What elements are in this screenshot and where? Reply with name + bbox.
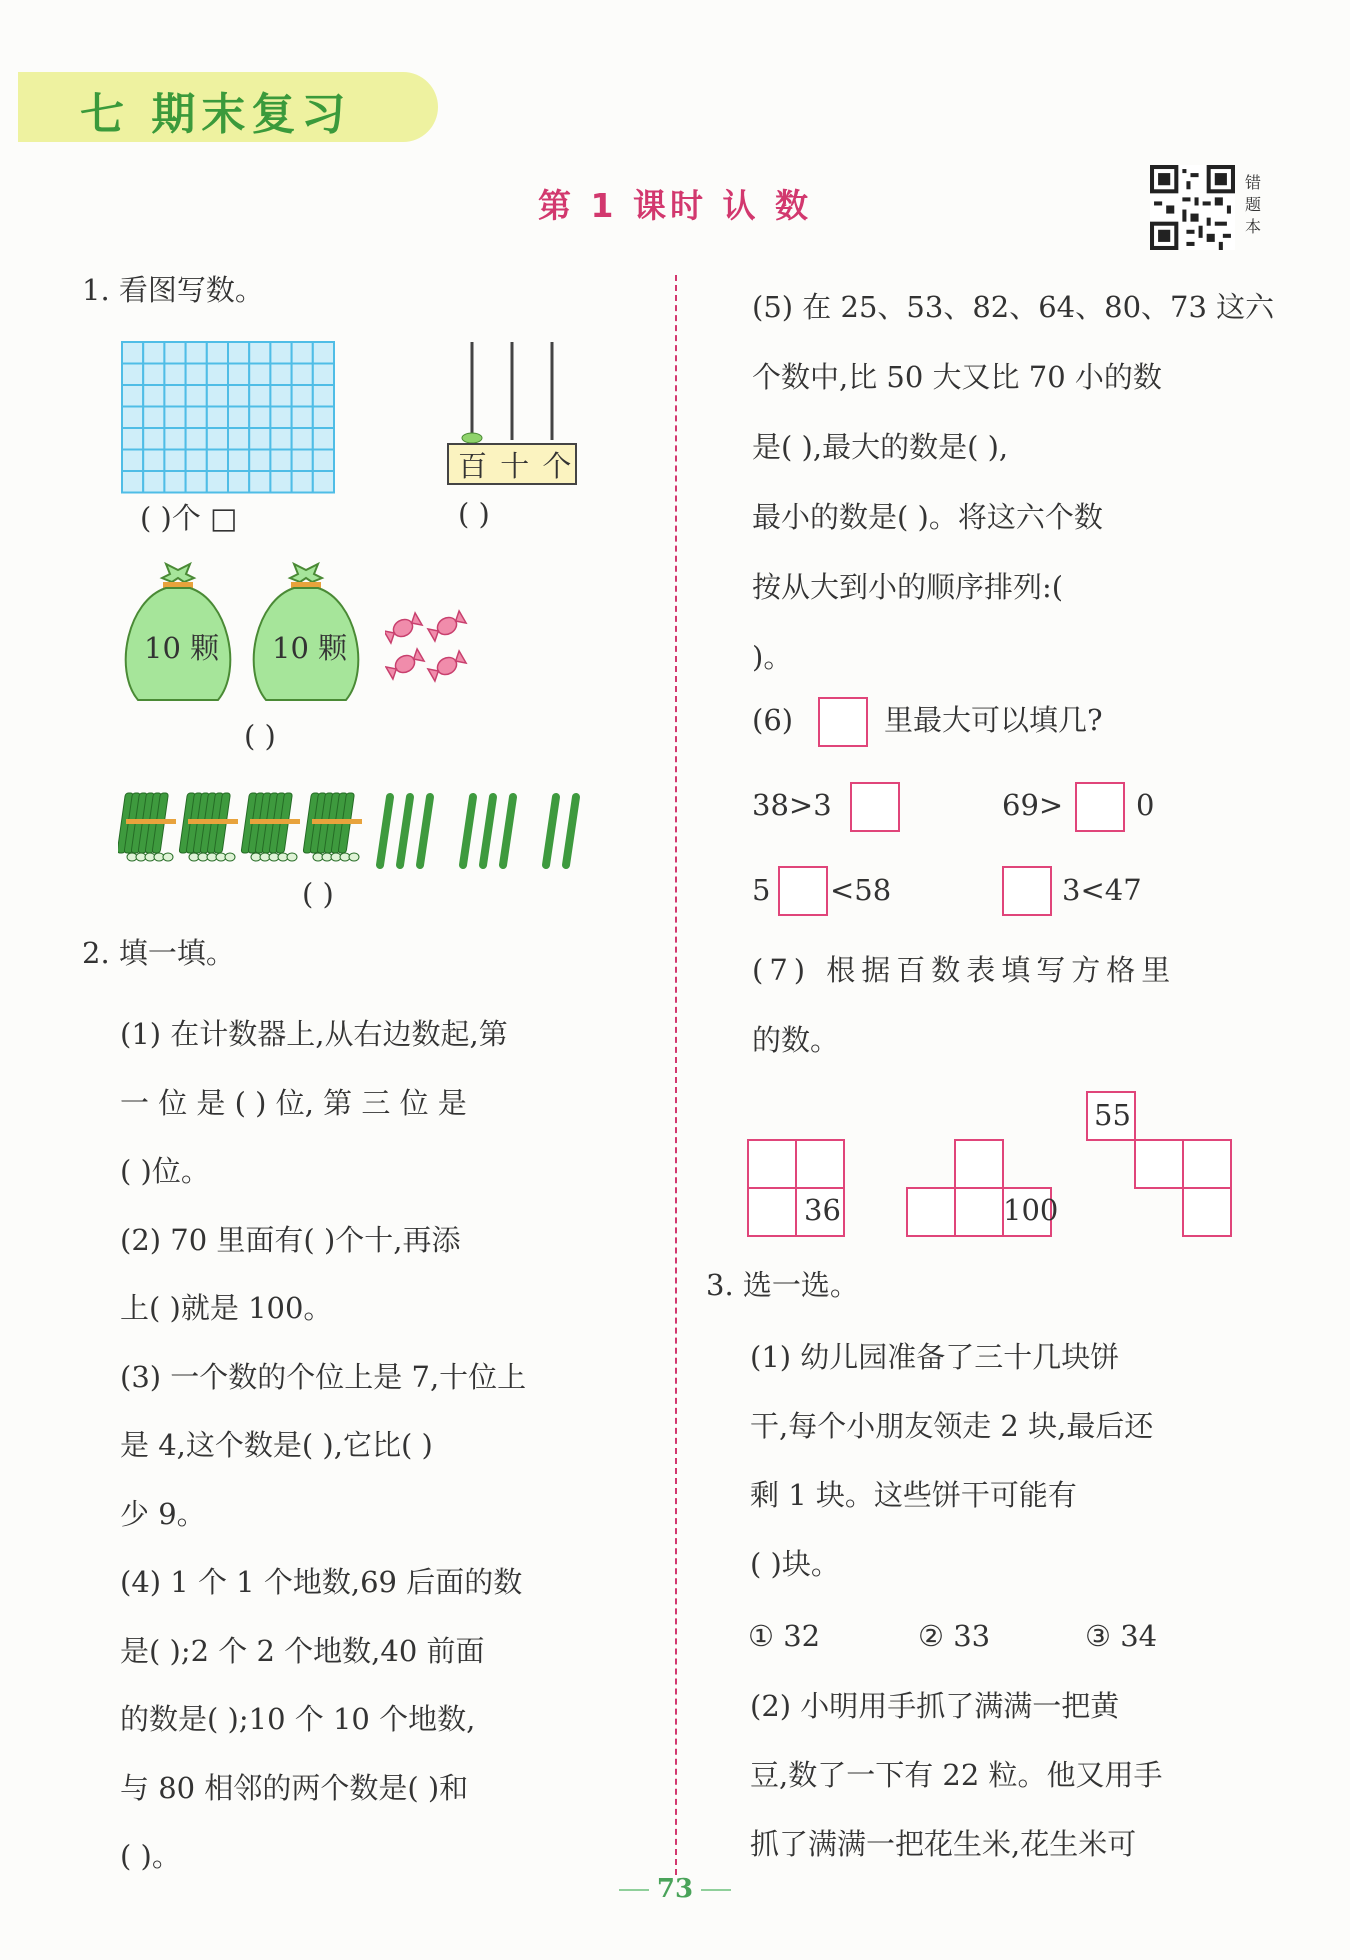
- candy-icon: [385, 648, 424, 680]
- stick-icon: [400, 797, 410, 865]
- grid-cell: [228, 407, 249, 429]
- section2-line: (2) 70 里面有( )个十,再添: [120, 1222, 461, 1257]
- candy-icon: [385, 612, 423, 644]
- section2-line: 是 4,这个数是( ),它比( ): [120, 1428, 433, 1462]
- grid-cell: [249, 428, 270, 450]
- grid-cell: [122, 471, 143, 493]
- grid-cell: [186, 342, 207, 364]
- abacus-label: 百 十 个: [458, 449, 574, 483]
- grid-cell: [292, 428, 313, 450]
- grid-cell: [228, 385, 249, 407]
- grid-cell: [292, 407, 313, 429]
- stick-bundle-icon: [118, 793, 176, 861]
- section2-line: 上( )就是 100。: [120, 1291, 333, 1325]
- qr-code-icon[interactable]: [1150, 165, 1235, 250]
- grid-cell: [122, 342, 143, 364]
- grid-cell: [122, 407, 143, 429]
- grid-cell: [270, 407, 291, 429]
- q3-1-line: ( )块。: [750, 1547, 840, 1581]
- grid-cell: [122, 450, 143, 472]
- section2-line: 少 9。: [120, 1496, 206, 1531]
- grid-cell: [207, 428, 228, 450]
- grid-cell: [164, 450, 185, 472]
- q5-line: 按从大到小的顺序排列:(: [752, 570, 1064, 604]
- stick-bundles: [118, 775, 608, 875]
- grid-cell: [249, 450, 270, 472]
- grid-cell: [228, 450, 249, 472]
- section2-line: (4) 1 个 1 个地数,69 后面的数: [120, 1565, 523, 1599]
- stick-bundle-icon: [179, 793, 238, 861]
- grid-caption: ( )个 □: [140, 501, 238, 535]
- grid-cell: [270, 428, 291, 450]
- q6-title: 里最大可以填几?: [884, 703, 1103, 737]
- section3-title: 3. 选一选。: [706, 1268, 859, 1302]
- section2-body: [120, 1000, 526, 1891]
- grid-cell: [186, 407, 207, 429]
- grid-cell: [249, 342, 270, 364]
- stick-icon: [420, 797, 430, 865]
- grid-cell: [186, 428, 207, 450]
- q7-number: 36: [804, 1193, 841, 1227]
- page-number: 73: [656, 1874, 694, 1904]
- grid-cell: [207, 471, 228, 493]
- grid-cell: [313, 364, 334, 386]
- q3-1-line: 干,每个小朋友领走 2 块,最后还: [750, 1409, 1154, 1443]
- section2-line: 与 80 相邻的两个数是( )和: [120, 1770, 469, 1805]
- stick-icon: [566, 797, 576, 865]
- section2-line: (1) 在计数器上,从右边数起,第: [120, 1017, 508, 1051]
- q3-2-line: 抓了满满一把花生米,花生米可: [750, 1827, 1137, 1861]
- grid-cell: [313, 428, 334, 450]
- q3-2-block: [750, 1672, 1163, 1879]
- grid-cell: [186, 450, 207, 472]
- stick-icon: [503, 797, 513, 865]
- grid-cell: [313, 471, 334, 493]
- stick-bundle-icon: [303, 793, 362, 861]
- grid-cell: [249, 407, 270, 429]
- grid-cell: [164, 342, 185, 364]
- q6-item-text: 69>: [1002, 788, 1064, 822]
- qr-label: 错题本: [1244, 173, 1261, 236]
- grid-cell: [270, 471, 291, 493]
- grid-cell: [228, 364, 249, 386]
- q5-line: 是( ),最大的数是( ),: [752, 430, 1009, 464]
- q7-number: 100: [1003, 1193, 1059, 1227]
- q6-item-text: 3<47: [1062, 873, 1142, 907]
- q7-block: [752, 935, 1176, 1075]
- stick-icon: [483, 797, 493, 865]
- grid-cell: [143, 407, 164, 429]
- grid-cell: [313, 385, 334, 407]
- q3-1-line: (1) 幼儿园准备了三十几块饼: [750, 1340, 1120, 1374]
- grid-cell: [122, 364, 143, 386]
- q7-number: 55: [1094, 1098, 1131, 1132]
- q5-line: (5) 在 25、53、82、64、80、73 这六: [752, 290, 1275, 324]
- grid-cell: [122, 428, 143, 450]
- grid-cell: [228, 471, 249, 493]
- option-1[interactable]: ① 32: [748, 1619, 821, 1653]
- q6-item-box[interactable]: [778, 866, 828, 916]
- stick-icon: [380, 797, 390, 865]
- section2-line: ( )。: [120, 1839, 181, 1873]
- q5-block: [752, 272, 1274, 692]
- grid-cell: [270, 385, 291, 407]
- section2-title: 2. 填一填。: [82, 936, 235, 970]
- grid-cell: [186, 471, 207, 493]
- grid-cell: [313, 450, 334, 472]
- stick-icon: [463, 797, 473, 865]
- grid-cell: [270, 450, 291, 472]
- stick-bundle-icon: [241, 793, 300, 861]
- page-footer: [0, 1874, 1350, 1904]
- lesson-title: 第 1 课时 认 数: [538, 186, 812, 225]
- q6-item-box[interactable]: [850, 782, 900, 832]
- q6-item-box[interactable]: [1075, 782, 1125, 832]
- q7-line: (7) 根据百数表填写方格里: [752, 953, 1177, 987]
- q6-answer-box[interactable]: [818, 697, 868, 747]
- grid-cell: [143, 342, 164, 364]
- q3-2-line: (2) 小明用手抓了满满一把黄: [750, 1689, 1120, 1723]
- grid-cell: [292, 342, 313, 364]
- grid-cell: [186, 385, 207, 407]
- column-divider: [675, 275, 677, 1875]
- grid-cell: [122, 385, 143, 407]
- grid-cell: [228, 342, 249, 364]
- grid-cell: [270, 342, 291, 364]
- grid-cell: [249, 471, 270, 493]
- sticks-caption: ( ): [302, 877, 334, 911]
- grid-cell: [164, 428, 185, 450]
- grid-cell: [143, 450, 164, 472]
- grid-cell: [164, 364, 185, 386]
- section2-line: 是( );2 个 2 个地数,40 前面: [120, 1633, 485, 1668]
- section2-line: (3) 一个数的个位上是 7,十位上: [120, 1359, 527, 1394]
- grid-cell: [164, 407, 185, 429]
- section2-line: ( )位。: [120, 1154, 210, 1188]
- loose-candies: [385, 608, 475, 688]
- grid-cell: [249, 364, 270, 386]
- grid-cell: [292, 364, 313, 386]
- q6-item-box[interactable]: [1002, 866, 1052, 916]
- q3-2-line: 豆,数了一下有 22 粒。他又用手: [750, 1758, 1163, 1792]
- grid-cell: [313, 407, 334, 429]
- grid-cell: [164, 385, 185, 407]
- option-2[interactable]: ② 33: [918, 1619, 991, 1653]
- grid-cell: [143, 471, 164, 493]
- section2-line: 的数是( );10 个 10 个地数,: [120, 1702, 476, 1736]
- grid-cell: [292, 471, 313, 493]
- grid-cell: [143, 428, 164, 450]
- section1-title: 1. 看图写数。: [82, 273, 264, 307]
- q5-line: 最小的数是( )。将这六个数: [752, 500, 1103, 534]
- q3-1-block: [750, 1323, 1153, 1599]
- abacus-caption: ( ): [458, 497, 490, 531]
- q6-item-text: 38>3: [752, 788, 832, 822]
- candy-icon: [427, 650, 466, 682]
- q6-item-text: 5: [752, 873, 771, 907]
- grid-cell: [164, 471, 185, 493]
- q7-line: 的数。: [752, 1023, 840, 1057]
- grid-cell: [207, 342, 228, 364]
- option-3[interactable]: ③ 34: [1085, 1619, 1158, 1653]
- grid-cell: [143, 385, 164, 407]
- grid-cell: [186, 364, 207, 386]
- grid-cell: [249, 385, 270, 407]
- grid-cell: [292, 450, 313, 472]
- bag1-label: 10 颗: [144, 631, 220, 665]
- grid-cell: [207, 407, 228, 429]
- grid-cell: [292, 385, 313, 407]
- section2-line: 一 位 是 ( ) 位, 第 三 位 是: [120, 1085, 467, 1120]
- grid-cell: [207, 364, 228, 386]
- candy-icon: [427, 610, 466, 642]
- bag2-label: 10 颗: [272, 631, 348, 665]
- grid-cell: [207, 385, 228, 407]
- stick-icon: [546, 797, 556, 865]
- chapter-title: 七 期末复习: [80, 89, 352, 140]
- q6-item-text: 0: [1136, 788, 1155, 822]
- grid-cell: [143, 364, 164, 386]
- grid-cell: [270, 364, 291, 386]
- q5-line: )。: [752, 640, 793, 674]
- q6-number: (6): [752, 703, 794, 737]
- grid-cell: [313, 342, 334, 364]
- q5-line: 个数中,比 50 大又比 70 小的数: [752, 360, 1162, 394]
- q6-item-text: <58: [830, 873, 892, 907]
- grid-cell: [207, 450, 228, 472]
- q3-1-line: 剩 1 块。这些饼干可能有: [750, 1478, 1077, 1512]
- grid-cell: [228, 428, 249, 450]
- square-grid: [120, 340, 338, 495]
- bags-caption: ( ): [244, 719, 276, 753]
